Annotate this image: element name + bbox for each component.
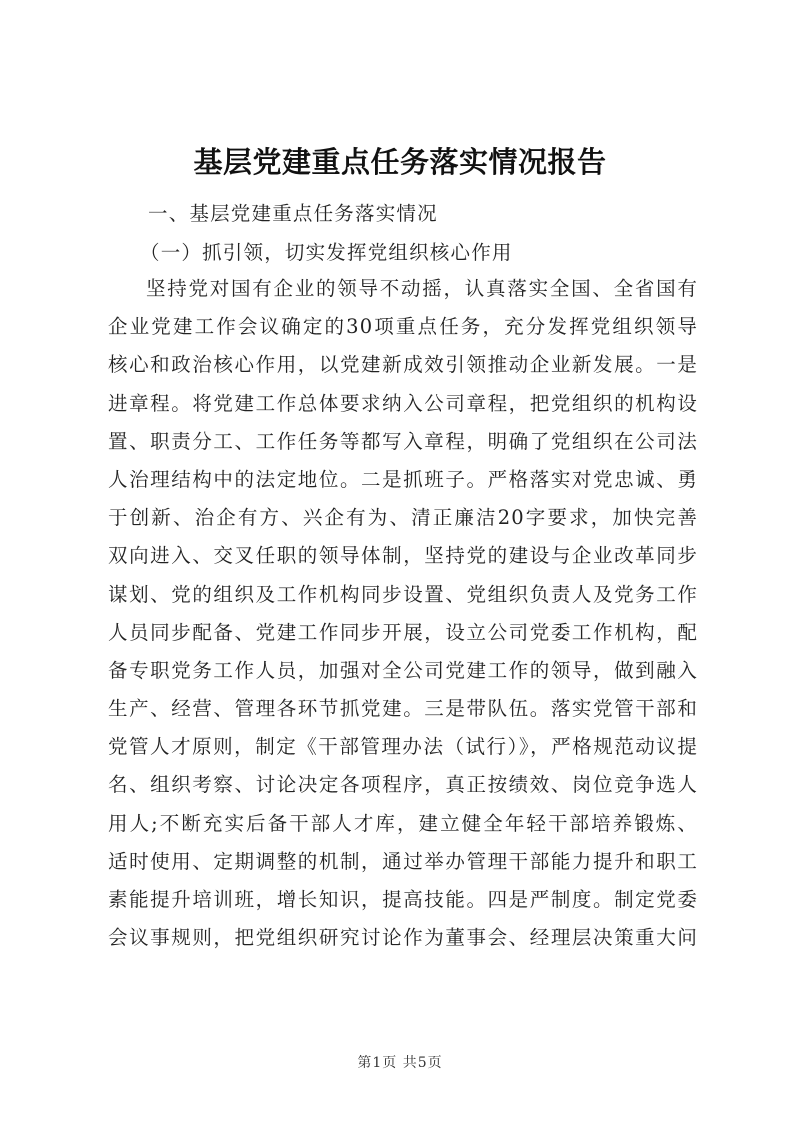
document-title: 基层党建重点任务落实情况报告 xyxy=(193,145,607,179)
paragraph-line: 人员同步配备、党建工作同步开展，设立公司党委工作机构，配 xyxy=(108,620,698,644)
paragraph-line: 党管人才原则，制定《干部管理办法（试行）》，严格规范动议提 xyxy=(108,735,698,759)
paragraph-line: 生产、经营、管理各环节抓党建。三是带队伍。落实党管干部和 xyxy=(108,697,698,721)
paragraph-line: 人治理结构中的法定地位。二是抓班子。严格落实对党忠诚、勇 xyxy=(108,467,698,491)
paragraph-line: 素能提升培训班，增长知识，提高技能。四是严制度。制定党委 xyxy=(108,888,698,911)
section-heading: 一、基层党建重点任务落实情况 xyxy=(148,202,438,225)
paragraph-line: 备专职党务工作人员，加强对全公司党建工作的领导，做到融入 xyxy=(108,658,698,682)
body-paragraph xyxy=(108,270,698,957)
paragraph-line: 适时使用、定期调整的机制，通过举办管理干部能力提升和职工 xyxy=(108,849,698,873)
paragraph-line: 于创新、治企有方、兴企有为、清正廉洁20字要求，加快完善 xyxy=(108,506,698,530)
subsection-heading: （一）抓引领，切实发挥党组织核心作用 xyxy=(140,241,513,264)
paragraph-line: 进章程。将党建工作总体要求纳入公司章程，把党组织的机构设 xyxy=(108,391,698,415)
paragraph-line: 双向进入、交叉任职的领导体制，坚持党的建设与企业改革同步 xyxy=(108,544,698,568)
paragraph-line: 置、职责分工、工作任务等都写入章程，明确了党组织在公司法 xyxy=(108,429,698,453)
paragraph-line: 用人;不断充实后备干部人才库，建立健全年轻干部培养锻炼、 xyxy=(108,811,698,835)
paragraph-line: 企业党建工作会议确定的30项重点任务，充分发挥党组织领导 xyxy=(108,315,698,339)
paragraph-line: 会议事规则，把党组织研究讨论作为董事会、经理层决策重大问 xyxy=(108,926,698,950)
paragraph-line: 核心和政治核心作用，以党建新成效引领推动企业新发展。一是 xyxy=(108,353,698,377)
paragraph-line: 坚持党对国有企业的领导不动摇，认真落实全国、全省国有 xyxy=(146,277,698,300)
page-number-footer: 第1页 共5页 xyxy=(357,1055,443,1071)
paragraph-line: 谋划、党的组织及工作机构同步设置、党组织负责人及党务工作 xyxy=(108,582,698,606)
paragraph-line: 名、组织考察、讨论决定各项程序，真正按绩效、岗位竞争选人 xyxy=(108,773,698,797)
